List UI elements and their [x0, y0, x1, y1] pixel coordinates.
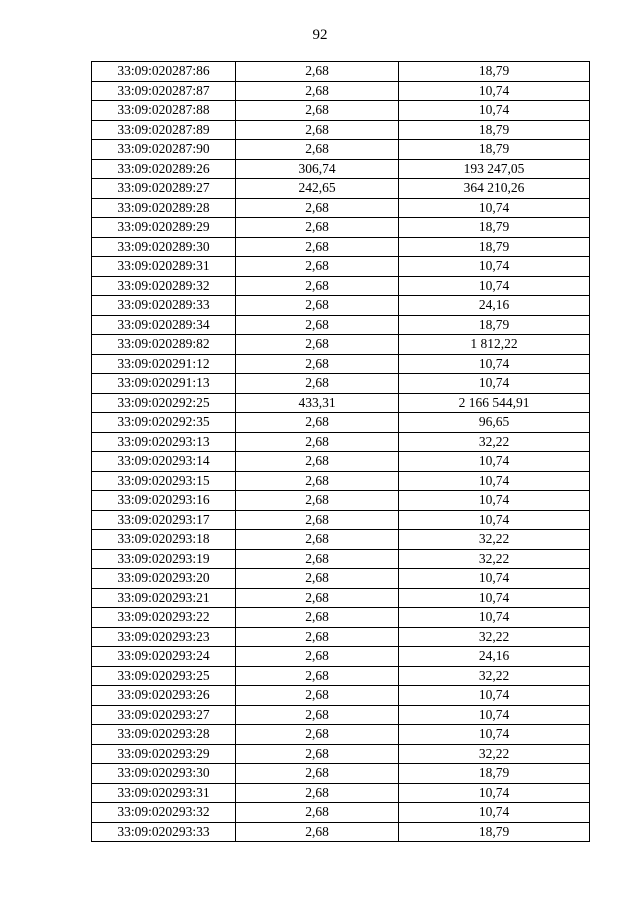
- table-row: [92, 413, 590, 433]
- area-cell: 2,68: [236, 276, 399, 296]
- table-row: [92, 471, 590, 491]
- area-cell: 2,68: [236, 803, 399, 823]
- value-cell: 18,79: [399, 62, 590, 82]
- cadastral-number-cell: 33:09:020293:13: [92, 432, 236, 452]
- cadastral-number-cell: 33:09:020289:31: [92, 257, 236, 277]
- table-row: [92, 374, 590, 394]
- value-cell: 24,16: [399, 647, 590, 667]
- value-cell: 32,22: [399, 530, 590, 550]
- area-cell: 2,68: [236, 530, 399, 550]
- page-number: 92: [312, 27, 328, 43]
- value-cell: 10,74: [399, 510, 590, 530]
- table-row: [92, 257, 590, 277]
- cadastral-number-cell: 33:09:020289:28: [92, 198, 236, 218]
- table-row: [92, 432, 590, 452]
- cadastral-number-cell: 33:09:020293:16: [92, 491, 236, 511]
- table-row: [92, 608, 590, 628]
- value-cell: 10,74: [399, 81, 590, 101]
- area-cell: 2,68: [236, 686, 399, 706]
- area-cell: 2,68: [236, 296, 399, 316]
- cadastral-number-cell: 33:09:020293:21: [92, 588, 236, 608]
- area-cell: 306,74: [236, 159, 399, 179]
- area-cell: 433,31: [236, 393, 399, 413]
- cadastral-number-cell: 33:09:020293:24: [92, 647, 236, 667]
- area-cell: 2,68: [236, 666, 399, 686]
- area-cell: 2,68: [236, 62, 399, 82]
- area-cell: 2,68: [236, 608, 399, 628]
- table-row: [92, 764, 590, 784]
- area-cell: 2,68: [236, 335, 399, 355]
- area-cell: 2,68: [236, 725, 399, 745]
- table-row: [92, 666, 590, 686]
- value-cell: 193 247,05: [399, 159, 590, 179]
- area-cell: 2,68: [236, 588, 399, 608]
- cadastral-number-cell: 33:09:020292:25: [92, 393, 236, 413]
- area-cell: 2,68: [236, 627, 399, 647]
- area-cell: 2,68: [236, 374, 399, 394]
- value-cell: 10,74: [399, 257, 590, 277]
- area-cell: 242,65: [236, 179, 399, 199]
- table-row: [92, 296, 590, 316]
- cadastral-number-cell: 33:09:020293:18: [92, 530, 236, 550]
- cadastral-number-cell: 33:09:020292:35: [92, 413, 236, 433]
- data-table: [91, 61, 590, 842]
- area-cell: 2,68: [236, 101, 399, 121]
- cadastral-number-cell: 33:09:020293:23: [92, 627, 236, 647]
- table-row: [92, 491, 590, 511]
- cadastral-number-cell: 33:09:020293:28: [92, 725, 236, 745]
- table-row: [92, 140, 590, 160]
- table-row: [92, 276, 590, 296]
- value-cell: 364 210,26: [399, 179, 590, 199]
- table-row: [92, 179, 590, 199]
- cadastral-number-cell: 33:09:020291:12: [92, 354, 236, 374]
- table-row: [92, 354, 590, 374]
- value-cell: 32,22: [399, 744, 590, 764]
- cadastral-number-cell: 33:09:020293:19: [92, 549, 236, 569]
- value-cell: 10,74: [399, 452, 590, 472]
- area-cell: 2,68: [236, 764, 399, 784]
- value-cell: 96,65: [399, 413, 590, 433]
- value-cell: 18,79: [399, 315, 590, 335]
- table-row: [92, 822, 590, 842]
- table-row: [92, 159, 590, 179]
- area-cell: 2,68: [236, 198, 399, 218]
- cadastral-number-cell: 33:09:020289:32: [92, 276, 236, 296]
- cadastral-number-cell: 33:09:020287:89: [92, 120, 236, 140]
- cadastral-number-cell: 33:09:020293:33: [92, 822, 236, 842]
- area-cell: 2,68: [236, 120, 399, 140]
- area-cell: 2,68: [236, 569, 399, 589]
- area-cell: 2,68: [236, 510, 399, 530]
- table-row: [92, 725, 590, 745]
- value-cell: 24,16: [399, 296, 590, 316]
- cadastral-number-cell: 33:09:020289:30: [92, 237, 236, 257]
- value-cell: 10,74: [399, 686, 590, 706]
- value-cell: 32,22: [399, 627, 590, 647]
- table-body: [92, 62, 590, 842]
- cadastral-number-cell: 33:09:020289:33: [92, 296, 236, 316]
- value-cell: 1 812,22: [399, 335, 590, 355]
- table-row: [92, 315, 590, 335]
- area-cell: 2,68: [236, 257, 399, 277]
- table-row: [92, 744, 590, 764]
- value-cell: 18,79: [399, 140, 590, 160]
- cadastral-number-cell: 33:09:020287:86: [92, 62, 236, 82]
- area-cell: 2,68: [236, 432, 399, 452]
- cadastral-number-cell: 33:09:020291:13: [92, 374, 236, 394]
- cadastral-number-cell: 33:09:020287:90: [92, 140, 236, 160]
- table-row: [92, 803, 590, 823]
- table-row: [92, 81, 590, 101]
- table-row: [92, 120, 590, 140]
- value-cell: 18,79: [399, 764, 590, 784]
- cadastral-number-cell: 33:09:020293:14: [92, 452, 236, 472]
- value-cell: 10,74: [399, 101, 590, 121]
- table-row: [92, 705, 590, 725]
- area-cell: 2,68: [236, 218, 399, 238]
- area-cell: 2,68: [236, 549, 399, 569]
- table-row: [92, 237, 590, 257]
- cadastral-number-cell: 33:09:020293:15: [92, 471, 236, 491]
- area-cell: 2,68: [236, 354, 399, 374]
- cadastral-number-cell: 33:09:020293:30: [92, 764, 236, 784]
- table-row: [92, 510, 590, 530]
- cadastral-number-cell: 33:09:020293:22: [92, 608, 236, 628]
- area-cell: 2,68: [236, 81, 399, 101]
- value-cell: 18,79: [399, 237, 590, 257]
- value-cell: 10,74: [399, 276, 590, 296]
- value-cell: 10,74: [399, 783, 590, 803]
- cadastral-number-cell: 33:09:020289:27: [92, 179, 236, 199]
- cadastral-number-cell: 33:09:020293:25: [92, 666, 236, 686]
- cadastral-number-cell: 33:09:020293:26: [92, 686, 236, 706]
- area-cell: 2,68: [236, 783, 399, 803]
- area-cell: 2,68: [236, 413, 399, 433]
- value-cell: 10,74: [399, 198, 590, 218]
- value-cell: 10,74: [399, 471, 590, 491]
- cadastral-number-cell: 33:09:020293:17: [92, 510, 236, 530]
- value-cell: 32,22: [399, 549, 590, 569]
- table-row: [92, 218, 590, 238]
- table-row: [92, 647, 590, 667]
- value-cell: 18,79: [399, 218, 590, 238]
- table-row: [92, 549, 590, 569]
- table-row: [92, 393, 590, 413]
- table-row: [92, 569, 590, 589]
- area-cell: 2,68: [236, 140, 399, 160]
- value-cell: 10,74: [399, 705, 590, 725]
- value-cell: 18,79: [399, 120, 590, 140]
- cadastral-number-cell: 33:09:020293:31: [92, 783, 236, 803]
- value-cell: 10,74: [399, 608, 590, 628]
- cadastral-number-cell: 33:09:020293:29: [92, 744, 236, 764]
- value-cell: 2 166 544,91: [399, 393, 590, 413]
- cadastral-number-cell: 33:09:020293:20: [92, 569, 236, 589]
- cadastral-number-cell: 33:09:020289:26: [92, 159, 236, 179]
- cadastral-number-cell: 33:09:020293:27: [92, 705, 236, 725]
- cadastral-number-cell: 33:09:020289:29: [92, 218, 236, 238]
- table-row: [92, 198, 590, 218]
- value-cell: 10,74: [399, 588, 590, 608]
- table-row: [92, 101, 590, 121]
- area-cell: 2,68: [236, 647, 399, 667]
- table-row: [92, 588, 590, 608]
- area-cell: 2,68: [236, 452, 399, 472]
- area-cell: 2,68: [236, 744, 399, 764]
- area-cell: 2,68: [236, 315, 399, 335]
- area-cell: 2,68: [236, 491, 399, 511]
- value-cell: 32,22: [399, 666, 590, 686]
- cadastral-number-cell: 33:09:020287:88: [92, 101, 236, 121]
- cadastral-number-cell: 33:09:020289:82: [92, 335, 236, 355]
- area-cell: 2,68: [236, 705, 399, 725]
- cadastral-number-cell: 33:09:020293:32: [92, 803, 236, 823]
- table-row: [92, 783, 590, 803]
- value-cell: 10,74: [399, 803, 590, 823]
- area-cell: 2,68: [236, 237, 399, 257]
- value-cell: 10,74: [399, 491, 590, 511]
- area-cell: 2,68: [236, 822, 399, 842]
- table-row: [92, 530, 590, 550]
- table-row: [92, 62, 590, 82]
- value-cell: 10,74: [399, 374, 590, 394]
- table-row: [92, 686, 590, 706]
- value-cell: 18,79: [399, 822, 590, 842]
- table-row: [92, 452, 590, 472]
- area-cell: 2,68: [236, 471, 399, 491]
- table-row: [92, 335, 590, 355]
- value-cell: 32,22: [399, 432, 590, 452]
- value-cell: 10,74: [399, 354, 590, 374]
- value-cell: 10,74: [399, 725, 590, 745]
- cadastral-number-cell: 33:09:020287:87: [92, 81, 236, 101]
- cadastral-number-cell: 33:09:020289:34: [92, 315, 236, 335]
- table-row: [92, 627, 590, 647]
- value-cell: 10,74: [399, 569, 590, 589]
